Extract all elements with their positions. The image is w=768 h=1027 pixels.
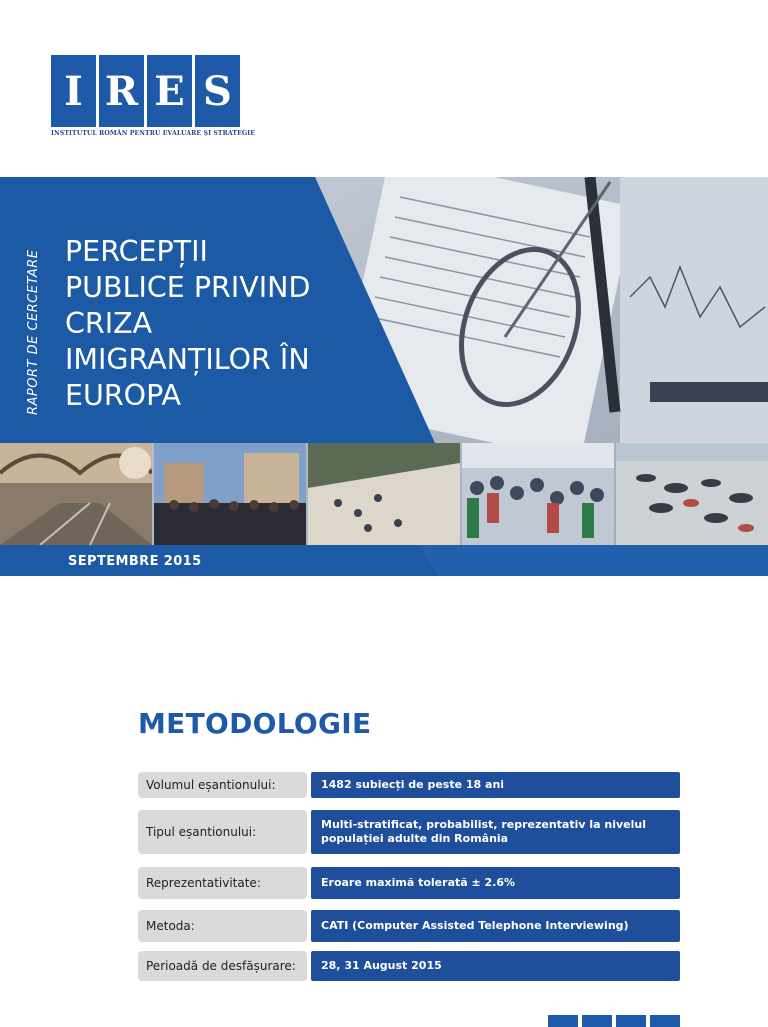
row-label: Volumul eșantionului: (138, 772, 307, 798)
methodology-row-representativeness (138, 867, 680, 899)
row-value: 1482 subiecți de peste 18 ani (311, 772, 680, 798)
logo-subtitle: INSTITUTUL ROMÂN PENTRU EVALUARE ȘI STRATEGIE (51, 130, 256, 137)
footer-block (650, 1015, 680, 1027)
row-label: Perioadă de desfășurare: (138, 951, 307, 981)
gathered-crowd-photo (462, 443, 614, 545)
row-value: Eroare maximă tolerată ± 2.6% (311, 867, 680, 899)
row-value: Multi-stratificat, probabilist, reprezentativ la nivelul populației adulte din România (311, 810, 680, 854)
logo-letter-e: E (147, 55, 192, 127)
refugee-photo-strip (0, 443, 768, 545)
methodology-row-sample-type (138, 810, 680, 854)
ires-logo (51, 55, 256, 137)
methodology-row-period (138, 951, 680, 981)
report-date: SEPTEMBRE 2015 (68, 554, 202, 569)
logo-letter-s: S (195, 55, 240, 127)
row-value: CATI (Computer Assisted Telephone Interviewing) (311, 910, 680, 942)
report-title: PERCEPȚII PUBLICE PRIVIND CRIZA IMIGRANȚILOR ÎN EUROPA (65, 235, 311, 412)
train-station-photo (0, 443, 152, 545)
footer-block (548, 1015, 578, 1027)
methodology-row-method (138, 910, 680, 942)
row-label: Tipul eșantionului: (138, 810, 307, 854)
resting-crowd-photo (616, 443, 768, 545)
footer-block (616, 1015, 646, 1027)
row-label: Metoda: (138, 910, 307, 942)
row-value: 28, 31 August 2015 (311, 951, 680, 981)
row-label: Reprezentativitate: (138, 867, 307, 899)
station-platform-photo (308, 443, 460, 545)
footer-block (582, 1015, 612, 1027)
methodology-row-sample-size (138, 772, 680, 798)
report-type-label: RAPORT DE CERCETARE (26, 249, 41, 415)
logo-letter-r: R (99, 55, 144, 127)
crowd-street-photo (154, 443, 306, 545)
footer-logo-fragment (548, 1015, 680, 1027)
methodology-title: METODOLOGIE (138, 707, 372, 740)
logo-letter-i: I (51, 55, 96, 127)
